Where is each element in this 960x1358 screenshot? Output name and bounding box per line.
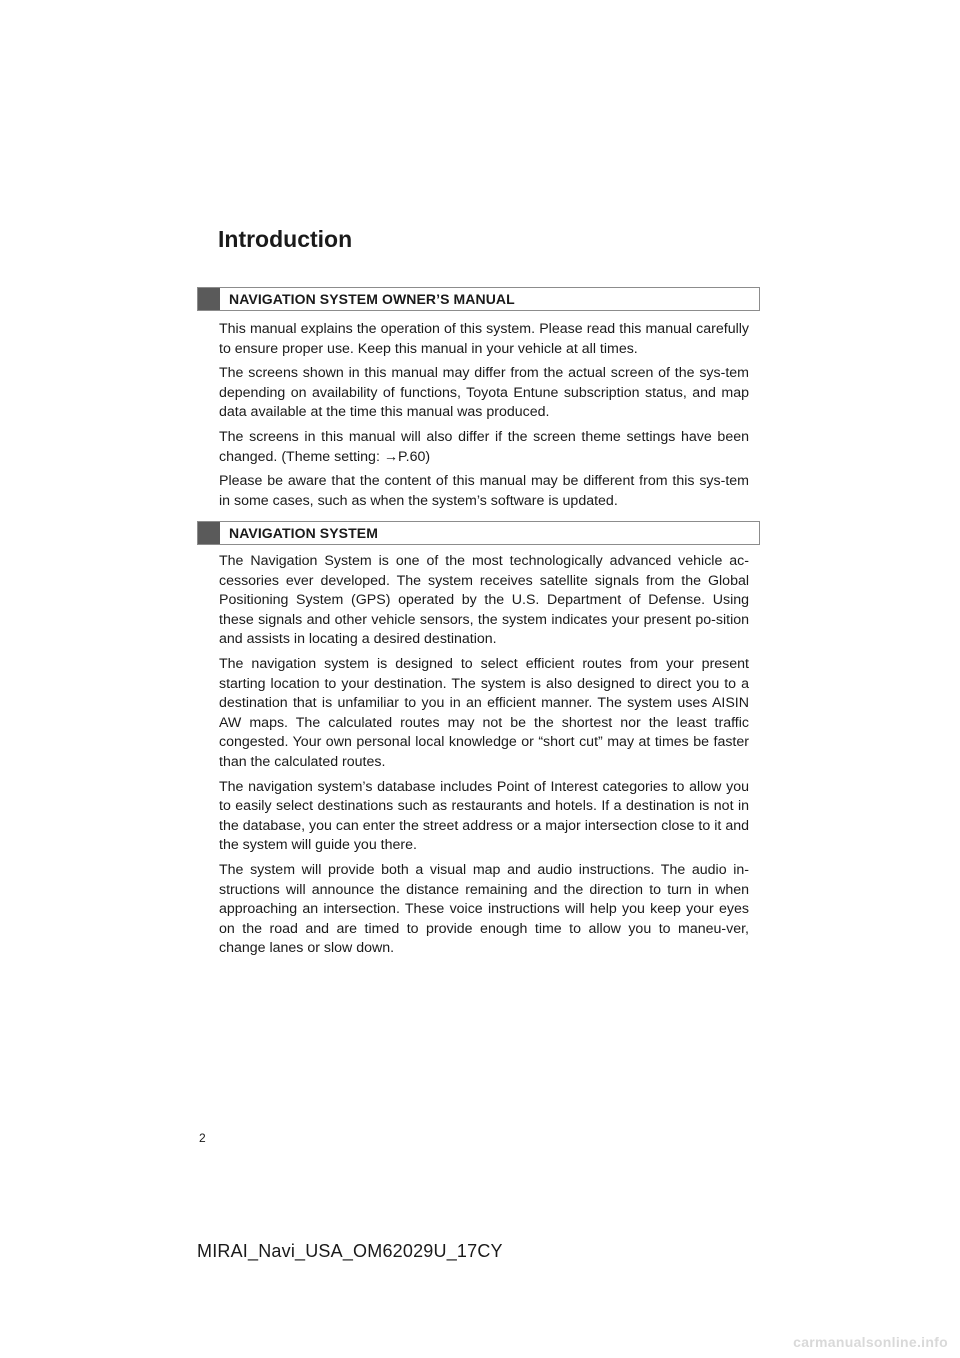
- paragraph: The screens shown in this manual may differ from the actual screen of the sys-tem depending on availability of functions, Toyota Entune subscription status, and map data available at the time this manual was produced.: [219, 365, 749, 421]
- page-title: Introduction: [218, 226, 353, 252]
- section-heading: NAVIGATION SYSTEM: [229, 525, 378, 541]
- paragraph: The navigation system is designed to select efficient routes from your present starting location to your destination. The system is also designed to direct you to a destination that is unfamiliar to you in an efficient manner. The system uses AISIN AW maps. The calculated routes may not be the shortest nor the least traffic congested. Your own personal local knowledge or “short cut” may at times be faster than the calculated routes.: [219, 655, 749, 770]
- section-marker: [198, 288, 220, 310]
- paragraph: The screens in this manual will also differ if the screen theme settings have been changed. (Theme setting: →P.60): [219, 428, 749, 465]
- section-body-owners-manual: [219, 320, 749, 516]
- section-header-owners-manual: [197, 287, 760, 311]
- paragraph: This manual explains the operation of this system. Please read this manual carefully to ensure proper use. Keep this manual in your vehicle at all times.: [219, 321, 749, 357]
- section-heading: NAVIGATION SYSTEM OWNER’S MANUAL: [229, 291, 515, 307]
- section-marker: [198, 522, 220, 544]
- paragraph: The navigation system’s database includes Point of Interest categories to allow you to easily select destinations such as restaurants and hotels. If a destination is not in the database, you can enter the street address or a major intersection close to it and the system will guide you there.: [219, 778, 749, 854]
- paragraph: Please be aware that the content of this manual may be different from this sys-tem in some cases, such as when the system’s software is updated.: [219, 473, 749, 509]
- paragraph: The Navigation System is one of the most technologically advanced vehicle ac-cessories ever developed. The system receives satellite signals from the Global Positioning System (GPS) operated by the U.S. Department of Defense. Using these signals and other vehicle sensors, the system indicates your present po-sition and assists in locating a desired destination.: [219, 553, 749, 648]
- watermark: carmanualsonline.info: [793, 1334, 948, 1350]
- section-body-navigation-system: [219, 552, 749, 964]
- paragraph: The system will provide both a visual map and audio instructions. The audio in-structions will announce the distance remaining and the direction to turn in when approaching an intersection. These voice instructions will help you keep your eyes on the road and are timed to provide enough time to allow you to maneu-ver, change lanes or slow down.: [219, 861, 749, 957]
- page-number: 2: [199, 1131, 206, 1145]
- section-header-navigation-system: [197, 521, 760, 545]
- document-code: MIRAI_Navi_USA_OM62029U_17CY: [197, 1241, 503, 1261]
